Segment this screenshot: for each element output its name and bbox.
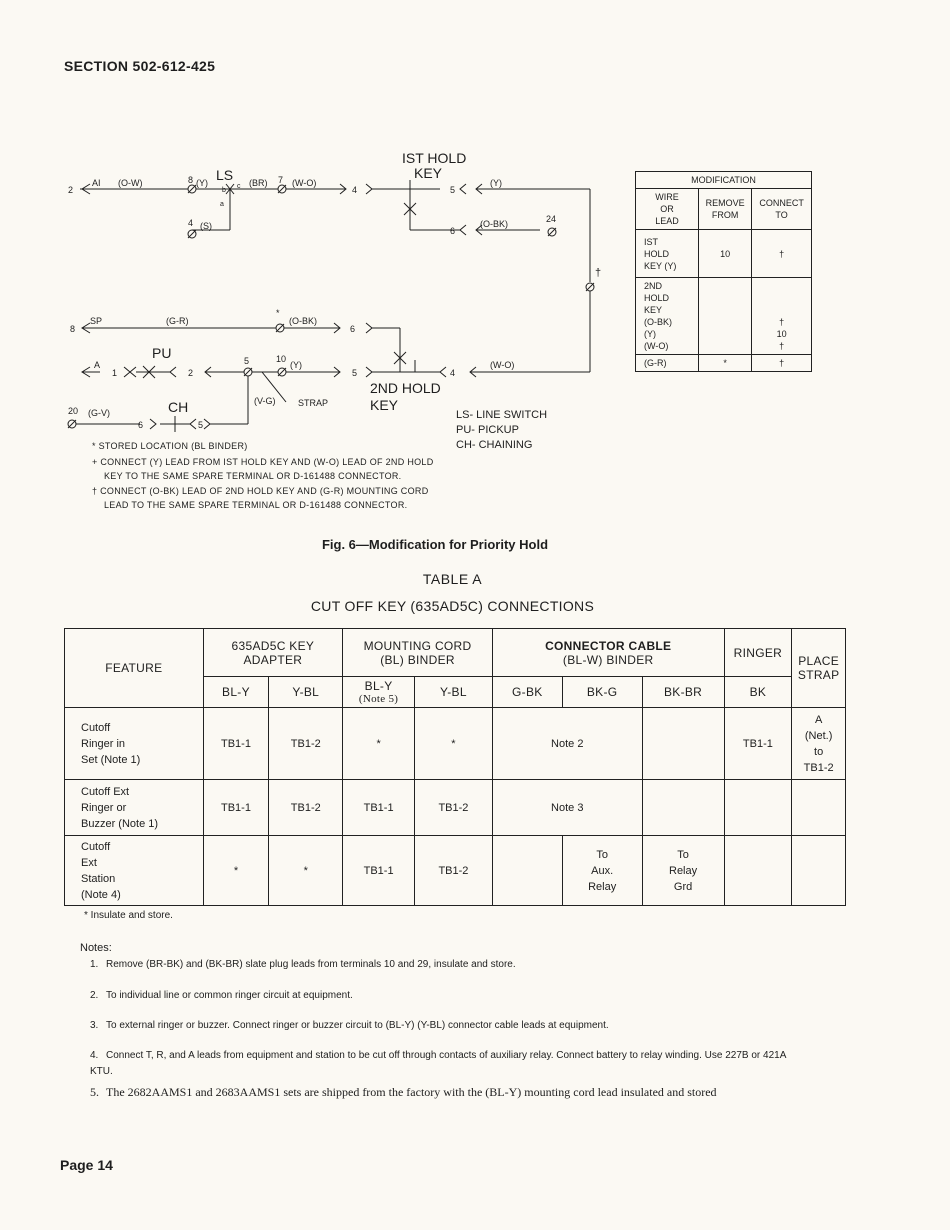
lead-label: (S) (200, 221, 212, 231)
diagram-note: LEAD TO THE SAME SPARE TERMINAL OR D-161488 CONNECTOR. (104, 500, 408, 510)
cell: Note 3 (492, 780, 642, 836)
lead-label: (Y) (490, 178, 502, 188)
dagger-mark: † (595, 267, 602, 279)
diagram-note: KEY TO THE SAME SPARE TERMINAL OR D-161488 CONNECTOR. (104, 471, 402, 481)
cell (724, 780, 792, 836)
lead-label: (O-W) (118, 178, 143, 188)
mod-remove (699, 278, 752, 355)
terminal-label: 6 (350, 324, 356, 334)
cell: TB1-2 (269, 708, 343, 780)
lead-label: (BR) (249, 178, 268, 188)
lead-label: (V-G) (254, 396, 276, 406)
sub-bkbr: BK-BR (642, 677, 724, 708)
hold2-title: 2ND HOLD (370, 380, 441, 396)
table-title: CUT OFF KEY (635AD5C) CONNECTIONS (310, 598, 595, 614)
terminal-label: 4 (450, 368, 456, 378)
hold1-title: IST HOLD (402, 150, 467, 166)
terminal-label: 5 (198, 420, 204, 430)
modification-table (635, 171, 812, 372)
lead-label: AI (92, 178, 101, 188)
table-footnote: * Insulate and store. (84, 910, 173, 921)
sub-bkg: BK-G (562, 677, 642, 708)
cell: TB1-2 (415, 780, 493, 836)
table-row (65, 708, 846, 780)
header-ringer: RINGER (724, 629, 792, 677)
sub-cord-ybl: Y-BL (415, 677, 493, 708)
terminal-label: 10 (276, 354, 287, 364)
contact-label: c (237, 183, 241, 190)
lead-label: (G-R) (166, 316, 189, 326)
lead-label: SP (90, 316, 103, 326)
note-item: 4. Connect T, R, and A leads from equipment and station to be cut off through contacts of auxiliary relay. Connect battery to relay winding. Use 227B or 421A KTU. (90, 1050, 786, 1077)
lead-label: (W-O) (292, 178, 317, 188)
section-number: SECTION 502-612-425 (64, 58, 216, 74)
table-row (65, 836, 846, 906)
mod-connect: † 10 † (752, 278, 812, 355)
mod-header-connect: CONNECT TO (752, 189, 812, 230)
hold1-title-key: KEY (414, 165, 443, 181)
diagram-note: † CONNECT (O-BK) LEAD OF 2ND HOLD KEY AND (G-R) MOUNTING CORD (92, 486, 429, 496)
header-cord: MOUNTING CORD (BL) BINDER (343, 629, 493, 677)
cell: Note 2 (492, 708, 642, 780)
header-cable: CONNECTOR CABLE (BL-W) BINDER (492, 629, 724, 677)
header-feature: FEATURE (65, 629, 204, 708)
notes-heading: Notes: (80, 942, 112, 954)
lead-label: (Y) (196, 178, 208, 188)
header-adapter: 635AD5C KEY ADAPTER (203, 629, 343, 677)
contact-label: b (222, 187, 226, 194)
strap-cell: A (Net.) to TB1-2 (792, 708, 846, 780)
feature-cell: Cutoff Ext Ringer or Buzzer (Note 1) (65, 780, 204, 836)
cell: TB1-1 (724, 708, 792, 780)
table-label: TABLE A (422, 571, 483, 587)
cell: * (269, 836, 343, 906)
legend-ls: LS- LINE SWITCH (456, 409, 548, 421)
sub-cord-bly: BL-Y (Note 5) (343, 677, 415, 708)
cell (492, 836, 562, 906)
terminal-label: 24 (546, 214, 557, 224)
lead-label: (O-BK) (480, 219, 508, 229)
terminal-label: 2 (188, 368, 194, 378)
terminal-label: 4 (352, 185, 358, 195)
cell: To Relay Grd (642, 836, 724, 906)
terminal-label: 5 (450, 185, 456, 195)
terminal-label: 2 (68, 185, 74, 195)
cell: TB1-2 (269, 780, 343, 836)
cell: TB1-1 (203, 780, 269, 836)
table-row (65, 780, 846, 836)
terminal-label: 5 (244, 356, 250, 366)
lead-label: (O-BK) (289, 316, 317, 326)
lead-label: A (94, 360, 101, 370)
ls-label: LS (216, 167, 234, 183)
lead-label: (G-V) (88, 408, 110, 418)
terminal-label: 8 (188, 175, 194, 185)
cell: To Aux. Relay (562, 836, 642, 906)
sub-gbk: G-BK (492, 677, 562, 708)
terminal-label: 8 (70, 324, 76, 334)
cell: TB1-2 (415, 836, 493, 906)
cell: * (415, 708, 493, 780)
mod-header-wire: WIRE OR LEAD (636, 189, 699, 230)
cell: * (203, 836, 269, 906)
diagram-note: * STORED LOCATION (BL BINDER) (92, 441, 248, 451)
mod-connect: † (752, 230, 812, 278)
mod-lead: 2ND HOLD KEY (O-BK) (Y) (W-O) (636, 278, 699, 355)
mod-lead: IST HOLD KEY (Y) (636, 230, 699, 278)
terminal-label: 20 (68, 406, 79, 416)
cell (792, 780, 846, 836)
legend-pu: PU- PICKUP (456, 424, 519, 436)
terminal-label: 7 (278, 175, 284, 185)
sub-ybl: Y-BL (269, 677, 343, 708)
note-item: 2. To individual line or common ringer circuit at equipment. (90, 990, 353, 1001)
cell (642, 708, 724, 780)
star-mark: * (276, 308, 280, 318)
cell: TB1-1 (343, 780, 415, 836)
sub-bk: BK (724, 677, 792, 708)
header-strap: PLACE STRAP (792, 629, 846, 708)
mod-connect: † (752, 355, 812, 372)
terminal-label: 6 (450, 226, 456, 236)
lead-label: (Y) (290, 360, 302, 370)
note-item: 3. To external ringer or buzzer. Connect ringer or buzzer circuit to (BL-Y) (Y-BL) connector cable leads at equipment. (90, 1020, 609, 1031)
pu-label: PU (152, 345, 172, 361)
diagram-note: + CONNECT (Y) LEAD FROM IST HOLD KEY AND (W-O) LEAD OF 2ND HOLD (92, 457, 434, 467)
note-item: 5. The 2682AAMS1 and 2683AAMS1 sets are shipped from the factory with the (BL-Y) mounting cord lead insulated and stored (90, 1085, 717, 1099)
terminal-label: 1 (112, 368, 118, 378)
cell (724, 836, 792, 906)
cell: TB1-1 (343, 836, 415, 906)
cell: TB1-1 (203, 708, 269, 780)
page-number: Page 14 (60, 1157, 113, 1173)
terminal-label: 5 (352, 368, 358, 378)
mod-remove: * (699, 355, 752, 372)
terminal-label: 4 (188, 218, 194, 228)
legend-ch: CH- CHAINING (456, 439, 533, 451)
cell (792, 836, 846, 906)
cell: * (343, 708, 415, 780)
terminal-label: 6 (138, 420, 144, 430)
feature-cell: Cutoff Ringer in Set (Note 1) (65, 708, 204, 780)
note-item: 1. Remove (BR-BK) and (BK-BR) slate plug leads from terminals 10 and 29, insulate and store. (90, 959, 516, 970)
hold2-title-key: KEY (370, 397, 399, 413)
mod-title: MODIFICATION (636, 172, 812, 189)
connections-table (64, 628, 846, 906)
mod-remove: 10 (699, 230, 752, 278)
mod-header-remove: REMOVE FROM (699, 189, 752, 230)
sub-bly: BL-Y (203, 677, 269, 708)
contact-label: a (220, 201, 224, 208)
mod-lead: (G-R) (636, 355, 699, 372)
lead-label: (W-O) (490, 360, 515, 370)
feature-cell: Cutoff Ext Station (Note 4) (65, 836, 204, 906)
cell (642, 780, 724, 836)
figure-caption: Fig. 6—Modification for Priority Hold (321, 537, 549, 552)
ch-label: CH (168, 399, 189, 415)
strap-label: STRAP (298, 398, 329, 408)
